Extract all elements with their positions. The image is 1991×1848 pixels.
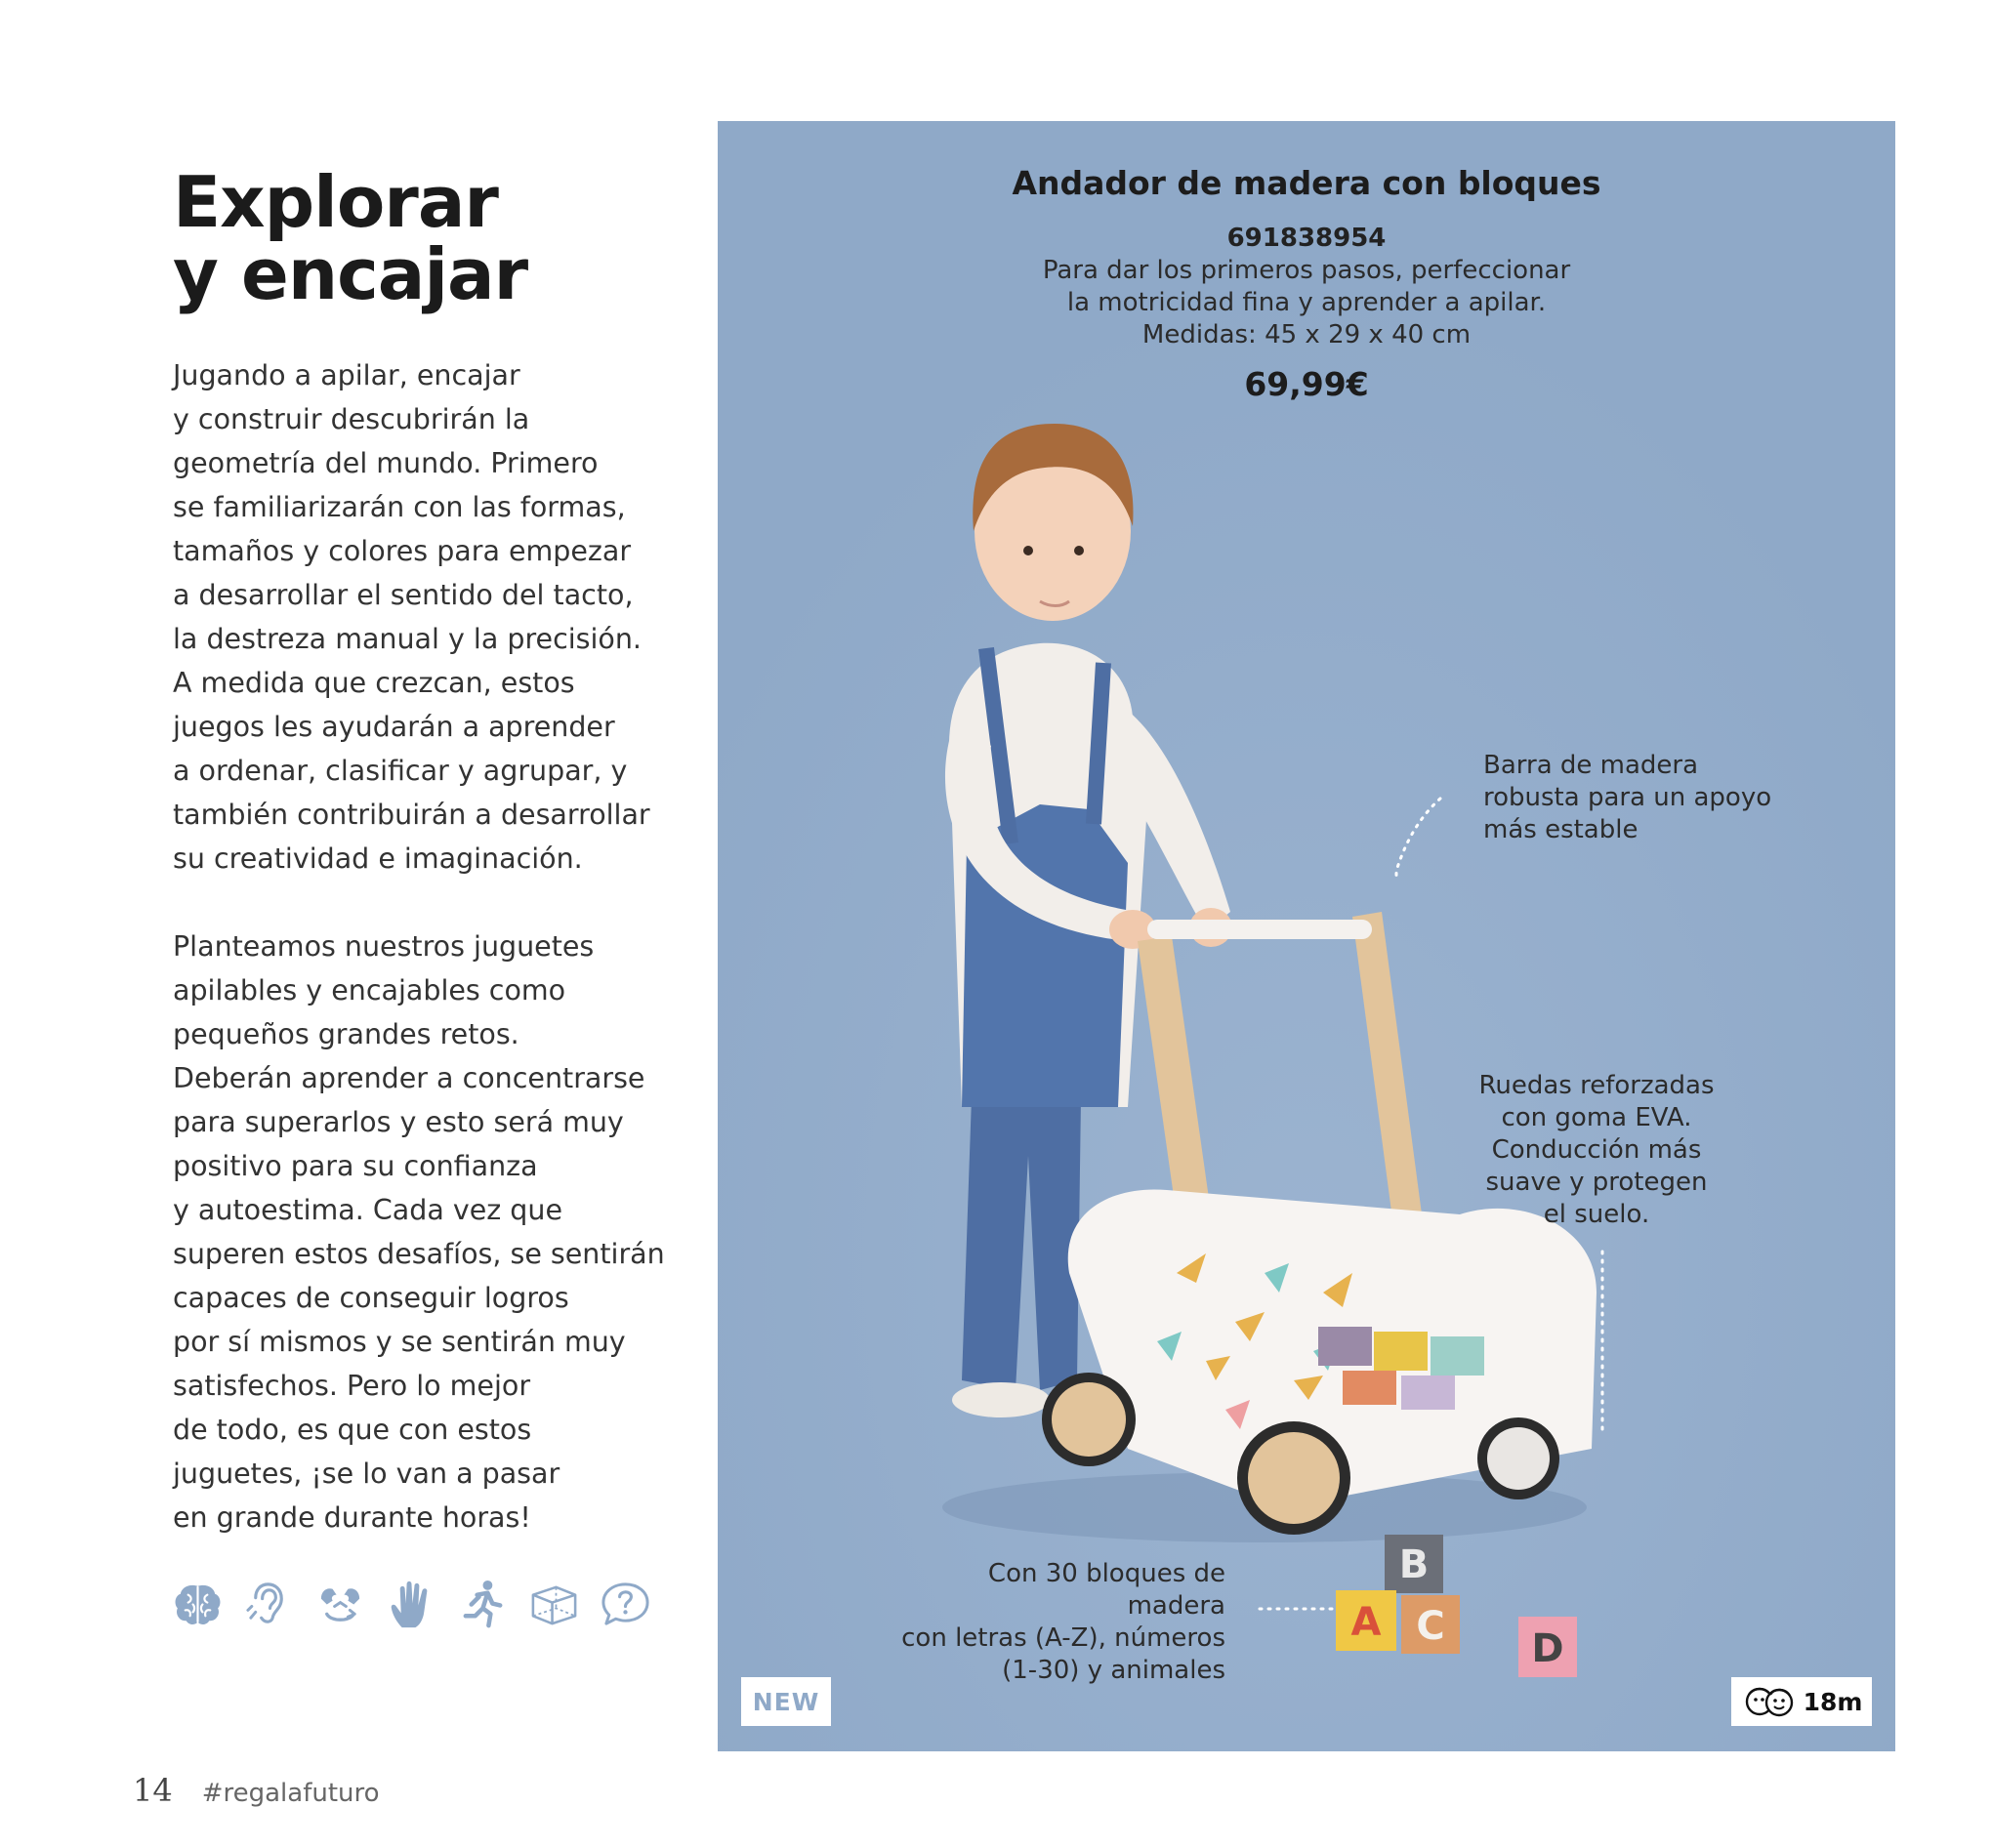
age-label: 18m	[1803, 1687, 1863, 1716]
note-bar: Barra de madera robusta para un apoyo más estable	[1483, 751, 1772, 844]
product-panel	[718, 121, 1895, 1751]
product-code: 691838954	[1226, 224, 1387, 253]
kids-faces-icon	[1741, 1685, 1798, 1718]
product-title: Andador de madera con bloques	[1012, 164, 1601, 202]
new-badge: NEW	[741, 1677, 831, 1726]
title-line-2: y encajar	[173, 233, 528, 315]
product-price: 69,99€	[1244, 365, 1369, 403]
hands-icon	[313, 1578, 367, 1631]
block-letter-d: D	[1531, 1626, 1564, 1671]
hand-icon	[385, 1578, 438, 1631]
note-blocks: Con 30 bloques de madera con letras (A-Z), números (1-30) y animales	[901, 1559, 1225, 1685]
note-wheels: Ruedas reforzadas con goma EVA. Conducción más suave y protegen el suelo.	[1478, 1071, 1715, 1229]
page-footer	[133, 1772, 380, 1809]
title-line-1: Explorar	[173, 161, 498, 243]
brain-icon	[171, 1578, 225, 1631]
paragraph-1: Jugando a apilar, encajar y construir descubrirán la geometría del mundo. Primero se familiarizarán con las formas, tamaños y colores para empezar a desarrollar el sentido del tacto, la destreza manual y la precisión. A medida que crezcan, estos juegos les ayudarán a aprender a ordenar, clasificar y agrupar, y también contribuirán a desarrollar su creatividad e imaginación.	[173, 359, 650, 875]
section-title	[173, 161, 681, 315]
ear-icon	[242, 1578, 296, 1631]
age-badge	[1731, 1677, 1872, 1726]
hashtag: #regalafuturo	[201, 1779, 380, 1808]
page-number: 14	[133, 1772, 173, 1809]
question-bubble-icon	[599, 1578, 652, 1631]
body-text	[173, 353, 681, 1540]
running-person-icon	[456, 1578, 510, 1631]
product-description: Para dar los primeros pasos, perfeccionar la motricidad fina y aprender a apilar. Medidas: 45 x 29 x 40 cm	[1042, 256, 1571, 349]
skill-icons	[171, 1578, 652, 1631]
cube-icon	[527, 1578, 581, 1631]
left-column	[173, 161, 681, 1540]
block-letter-b: B	[1398, 1542, 1430, 1587]
paragraph-2: Planteamos nuestros juguetes apilables y encajables como pequeños grandes retos. Deberán aprender a concentrarse para superarlos y esto será muy positivo para su confianza y autoestima. Cada vez que superen estos desafíos, se sentirán capaces de conseguir logros por sí mismos y se sentirán muy satisfechos. Pero lo mejor de todo, es que con estos juguetes, ¡se lo van a pasar en grande durante horas!	[173, 930, 665, 1534]
block-letter-c: C	[1416, 1604, 1445, 1649]
block-letter-a: A	[1350, 1600, 1382, 1645]
